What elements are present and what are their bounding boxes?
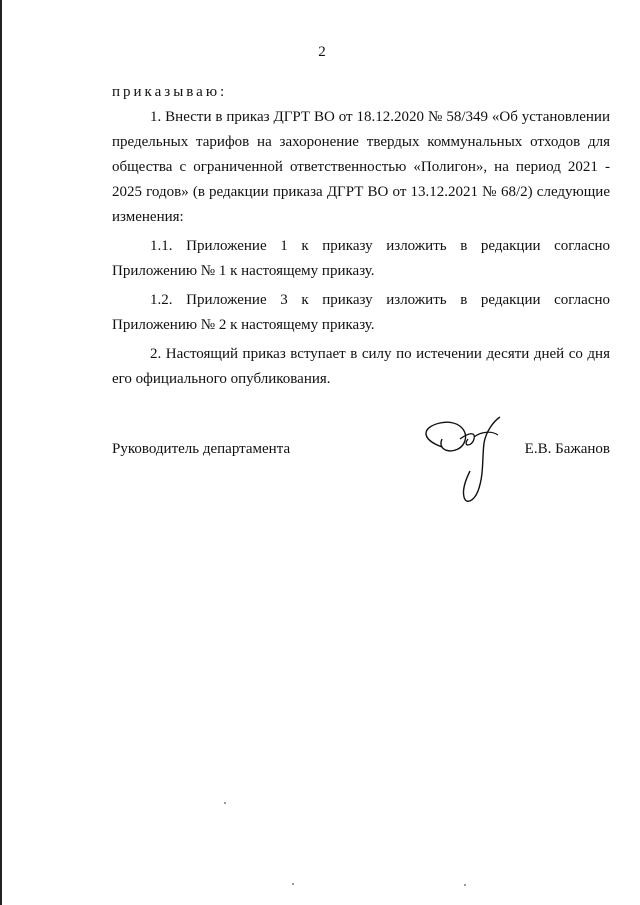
paragraph-1: 1. Внести в приказ ДГРТ ВО от 18.12.2020 № 58/349 «Об установлении предельных тарифов на захоронение твердых коммунальных отходов для общества с ограниченной ответственностью «Полигон», на период 2021 - 2025 годов» (в редакции приказа ДГРТ ВО от 13.12.2021 № 68/2) следующие изменения: xyxy=(112,109,610,225)
paragraph-1-1: 1.1. Приложение 1 к приказу изложить в редакции согласно Приложению № 1 к настоящему приказу. xyxy=(112,238,610,279)
document-body xyxy=(112,80,610,392)
paragraph-2: 2. Настоящий приказ вступает в силу по истечении десяти дней со дня его официального опубликования. xyxy=(112,346,610,387)
signatory-title: Руководитель департамента xyxy=(112,441,291,457)
page-number: 2 xyxy=(318,44,326,60)
scan-speck xyxy=(464,884,466,886)
opening-word: приказываю: xyxy=(112,84,228,100)
paragraph-1-2: 1.2. Приложение 3 к приказу изложить в редакции согласно Приложению № 2 к настоящему приказу. xyxy=(112,292,610,333)
signatory-name: Е.В. Бажанов xyxy=(524,441,610,457)
scan-speck xyxy=(292,883,294,885)
signature-block xyxy=(112,437,610,467)
scan-speck xyxy=(224,802,226,804)
handwritten-signature-icon xyxy=(412,409,522,509)
